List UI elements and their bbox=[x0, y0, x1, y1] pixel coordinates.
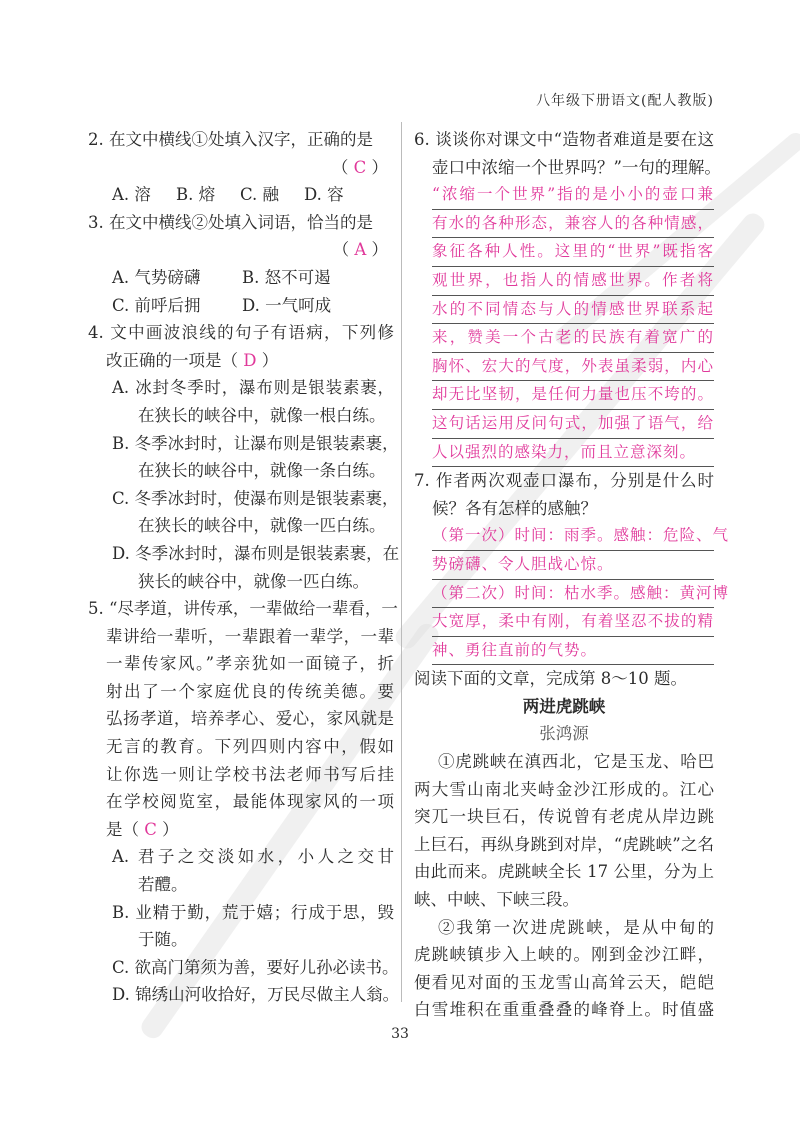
paren: ） bbox=[366, 240, 388, 260]
paren: ） bbox=[156, 819, 179, 839]
paren: （ bbox=[331, 157, 354, 177]
option-c: C. 前呼后拥 bbox=[112, 295, 201, 315]
article-line: 突兀一块巨石，传说曾有老虎从岸边跳 bbox=[414, 807, 714, 827]
question-stem: 无言的教育。下列四则内容中，假如 bbox=[106, 737, 394, 757]
question-stem: 6. 谈谈你对课文中“造物者难道是要在这 bbox=[414, 130, 714, 149]
question-4 bbox=[88, 319, 400, 595]
option-d: D. 锦绣山河收拾好，万民尽做主人翁。 bbox=[112, 985, 400, 1005]
option-b: B. 业精于勤，荒于嬉；行成于思，毁 bbox=[112, 902, 394, 922]
question-stem: 让你选一则让学校书法老师书写后挂 bbox=[106, 764, 394, 784]
option-b-cont: 在狭长的峡谷中，就像一条白练。 bbox=[138, 461, 386, 481]
option-d: D. 容 bbox=[304, 185, 344, 205]
question-stem: 射出了一个家庭优良的传统美德。要 bbox=[106, 681, 394, 701]
answer-line: 神、勇往直前的气势。 bbox=[432, 637, 714, 666]
answer-paren bbox=[88, 154, 394, 182]
article-line: ②我第一次进虎跳峡，是从中甸的 bbox=[438, 917, 714, 937]
answer-line: （第一次）时间：雨季。感触：危险、气 bbox=[432, 522, 714, 551]
paren: ） bbox=[256, 350, 279, 370]
article-line: 两大雪山南北夹峙金沙江形成的。江心 bbox=[414, 779, 714, 799]
question-stem: 3. 在文中横线②处填入词语，恰当的是 bbox=[88, 212, 373, 232]
option-c: C. 欲高门第须为善，要好儿孙必读书。 bbox=[112, 957, 399, 977]
answer-line: 水的不同情态与人的情感世界联系起 bbox=[432, 296, 714, 325]
answer-line: 势磅礴、令人胆战心惊。 bbox=[432, 551, 714, 580]
option-d: D. 一气呵成 bbox=[242, 295, 332, 315]
option-a-cont: 若醴。 bbox=[138, 875, 188, 895]
answer-line: 观世界，也指人的情感世界。作者将 bbox=[432, 267, 714, 296]
article-line: ①虎跳峡在滇西北，它是玉龙、哈巴 bbox=[438, 752, 714, 772]
option-b: B. 熔 bbox=[176, 185, 216, 205]
question-stem: 弘扬孝道，培养孝心、爱心，家风就是 bbox=[106, 709, 394, 729]
question-stem: 辈讲给一辈听，一辈跟着一辈学，一辈 bbox=[106, 626, 394, 646]
answer: C bbox=[353, 157, 367, 177]
article-line: 便看见对面的玉龙雪山高耸云天，皑皑 bbox=[414, 972, 714, 992]
paren: ） bbox=[366, 157, 388, 177]
reading-instruction: 阅读下面的文章，完成第 8～10 题。 bbox=[414, 669, 687, 689]
option-c: C. 融 bbox=[240, 185, 280, 205]
option-c: C. 冬季冰封时，使瀑布则是银装素裹， bbox=[112, 488, 399, 508]
option-a: A. 君子之交淡如水，小人之交甘 bbox=[112, 847, 394, 867]
article-line: 由此而来。虎跳峡全长 17 公里，分为上 bbox=[414, 862, 714, 882]
question-stem: 7. 作者两次观壶口瀑布，分别是什么时 bbox=[414, 471, 714, 491]
option-a: A. 冰封冬季时，瀑布则是银装素裹， bbox=[112, 378, 394, 398]
answer-line: 来，赞美一个古老的民族有着宽广的 bbox=[432, 324, 714, 353]
question-stem: 2. 在文中横线①处填入汉字，正确的是 bbox=[88, 130, 373, 149]
answer-line: 象征各种人性。这里的“世界”既指客 bbox=[432, 238, 714, 267]
answer-line: 却无比坚韧，是任何力量也压不垮的。 bbox=[432, 381, 714, 410]
question-stem: 候？各有怎样的感触？ bbox=[432, 498, 597, 518]
article-author: 张鸿源 bbox=[539, 724, 589, 744]
answer: A bbox=[354, 240, 367, 260]
question-3 bbox=[88, 209, 394, 319]
question-stem: 5. “尽孝道，讲传承，一辈做给一辈看，一 bbox=[88, 599, 398, 619]
page-number: 33 bbox=[391, 1026, 409, 1042]
stem-text: 是（ bbox=[106, 819, 145, 839]
option-b-cont: 于随。 bbox=[138, 930, 188, 950]
options-row bbox=[88, 292, 394, 320]
answer-line: 大宽厚，柔中有刚，有着坚忍不拔的精 bbox=[432, 608, 714, 637]
question-stem bbox=[88, 347, 394, 375]
article-title: 两进虎跳峡 bbox=[522, 696, 606, 716]
answer-line: （第二次）时间：枯水季。感触：黄河博 bbox=[432, 580, 714, 609]
stem-text: 改正确的一项是（ bbox=[106, 350, 244, 370]
answer-line: 胸怀、宏大的气度，外表虽柔弱，内心 bbox=[432, 353, 714, 382]
question-stem: 一辈传家风。”孝亲犹如一面镜子，折 bbox=[106, 654, 394, 674]
options-row bbox=[88, 264, 394, 292]
column-divider bbox=[401, 122, 402, 1002]
answer-line: “浓缩一个世界”指的是小小的壶口兼 bbox=[432, 181, 714, 210]
question-stem bbox=[88, 816, 394, 844]
question-stem: 壶口中浓缩一个世界吗？”一句的理解。 bbox=[432, 157, 721, 177]
option-a: A. 气势磅礴 bbox=[112, 267, 201, 287]
article-line: 峡、中峡、下峡三段。 bbox=[414, 890, 579, 910]
running-header: 八年级下册语文(配人教版) bbox=[536, 93, 714, 109]
option-c-cont: 在狭长的峡谷中，就像一匹白练。 bbox=[138, 516, 386, 536]
article-line: 白雪堆积在重重叠叠的峰脊上。时值盛 bbox=[414, 1000, 714, 1020]
question-6 bbox=[414, 126, 721, 467]
article-body bbox=[414, 748, 714, 1024]
paren: （ bbox=[332, 240, 355, 260]
option-a-cont: 在狭长的峡谷中，就像一根白练。 bbox=[138, 405, 386, 425]
option-b: B. 怒不可遏 bbox=[242, 267, 331, 287]
question-7 bbox=[414, 467, 730, 665]
option-d: D. 冬季冰封时，瀑布则是银装素裹，在 bbox=[112, 543, 400, 563]
article-line: 上巨石，再纵身跳到对岸，“虎跳峡”之名 bbox=[414, 834, 714, 854]
right-column bbox=[414, 126, 730, 1024]
question-stem: 在学校阅览室，最能体现家风的一项 bbox=[106, 792, 394, 812]
option-d-cont: 狭长的峡谷中，就像一匹白练。 bbox=[138, 571, 369, 591]
option-a: A. 溶 bbox=[112, 185, 151, 205]
answer-paren bbox=[88, 236, 394, 264]
option-b: B. 冬季冰封时，让瀑布则是银装素裹， bbox=[112, 433, 399, 453]
answer: D bbox=[243, 350, 257, 370]
question-5 bbox=[88, 595, 400, 1009]
answer-line: 有水的各种形态，兼容人的各种情感， bbox=[432, 210, 714, 239]
question-2 bbox=[88, 126, 394, 209]
answer: C bbox=[144, 819, 157, 839]
answer-line: 这句话运用反问句式，加强了语气，给 bbox=[432, 410, 714, 439]
answer-line: 人以强烈的感染力，而且立意深刻。 bbox=[432, 439, 714, 468]
options-row bbox=[88, 181, 394, 209]
left-column bbox=[88, 126, 400, 1009]
article-line: 虎跳峡镇步入上峡的。刚到金沙江畔， bbox=[414, 945, 714, 965]
question-stem: 4. 文中画波浪线的句子有语病，下列修 bbox=[88, 323, 394, 343]
